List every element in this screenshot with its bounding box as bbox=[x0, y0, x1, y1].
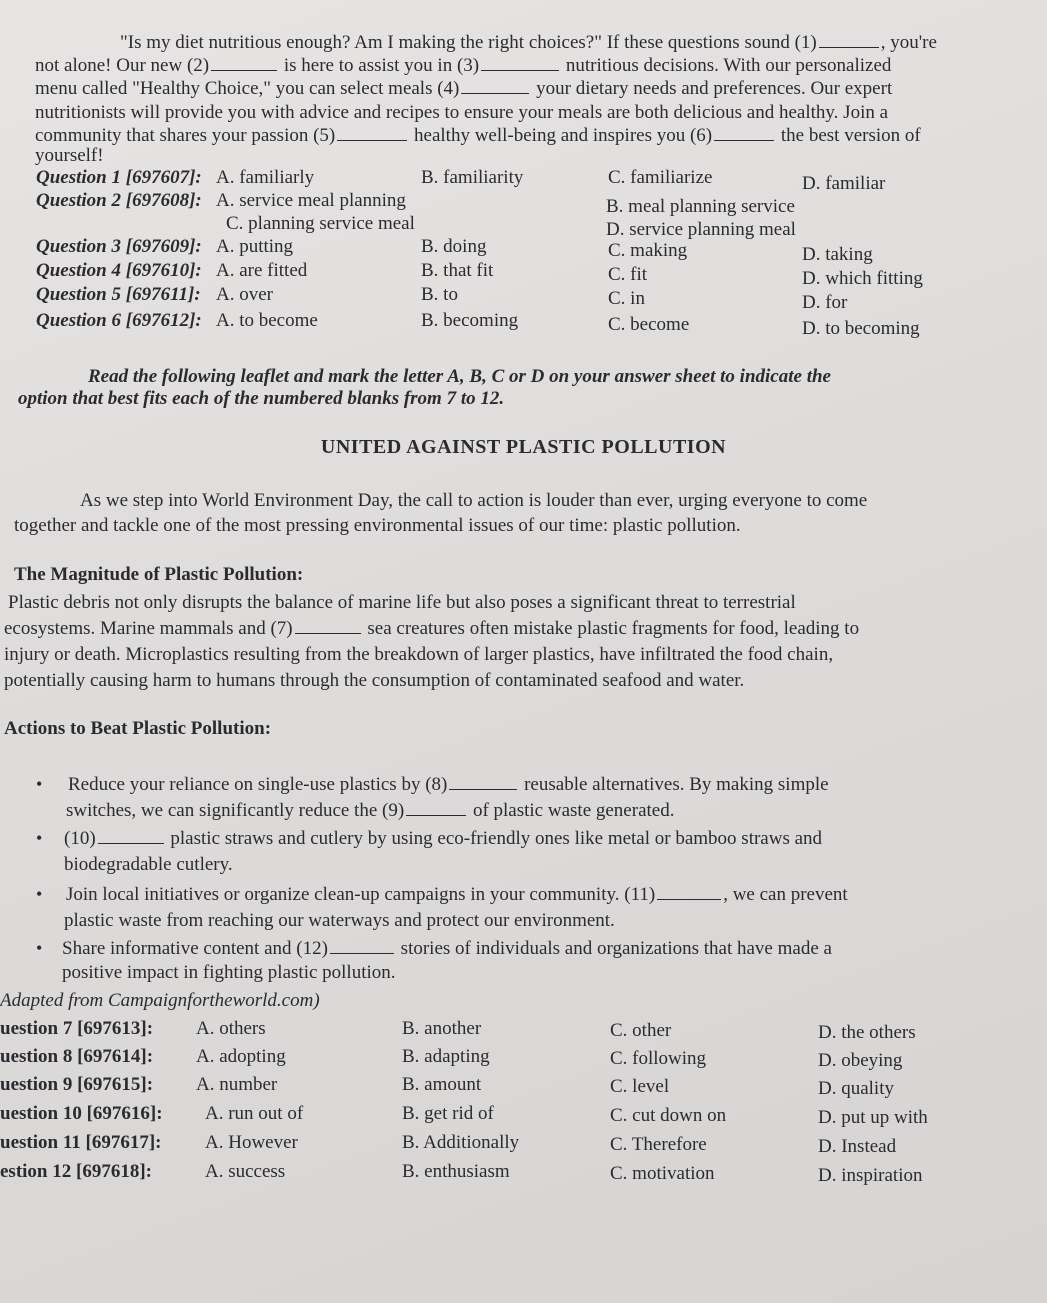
question-label: Question 5 [697611]: bbox=[36, 284, 201, 305]
bullet-text: reusable alternatives. By making simple bbox=[524, 774, 829, 795]
question-row bbox=[36, 236, 1036, 265]
question-row bbox=[36, 260, 1036, 289]
option-a: A. number bbox=[196, 1074, 278, 1095]
option-b: B. meal planning service bbox=[606, 196, 795, 217]
question-row bbox=[36, 167, 1036, 194]
option-d: D. obeying bbox=[818, 1050, 903, 1071]
option-a: A. putting bbox=[216, 236, 294, 257]
bullet-line bbox=[66, 800, 674, 822]
blank-1 bbox=[819, 33, 879, 48]
leaflet-intro-line-1: As we step into World Environment Day, the call to action is louder than ever, urging everyone to come bbox=[80, 490, 868, 511]
option-d: D. inspiration bbox=[818, 1165, 923, 1186]
bullet-text: Reduce your reliance on single-use plastics by (8) bbox=[68, 774, 448, 795]
question-row bbox=[0, 1103, 1040, 1128]
blank-3 bbox=[481, 56, 559, 71]
option-d: D. the others bbox=[818, 1022, 916, 1043]
option-c: C. familiarize bbox=[608, 167, 713, 188]
question-row bbox=[0, 1046, 1040, 1071]
option-b: B. Additionally bbox=[402, 1132, 520, 1153]
option-d: D. to becoming bbox=[802, 318, 920, 339]
question-label: uestion 7 [697613]: bbox=[0, 1018, 154, 1039]
option-c: C. other bbox=[610, 1020, 672, 1041]
option-c: C. fit bbox=[608, 264, 648, 285]
option-c: C. following bbox=[610, 1048, 707, 1069]
option-c: C. making bbox=[608, 240, 688, 261]
blank-12 bbox=[330, 939, 394, 954]
instruction-line-2: option that best fits each of the numbered blanks from 7 to 12. bbox=[18, 388, 505, 409]
option-d: D. taking bbox=[802, 244, 873, 265]
option-a: A. others bbox=[196, 1018, 266, 1039]
option-c: C. become bbox=[608, 314, 690, 335]
bullet-line bbox=[66, 884, 848, 906]
blank-8 bbox=[449, 775, 517, 790]
option-a: A. over bbox=[216, 284, 273, 305]
passage1-line-3 bbox=[35, 78, 892, 100]
option-d: D. which fitting bbox=[802, 268, 923, 289]
section-heading-actions: Actions to Beat Plastic Pollution: bbox=[4, 718, 272, 739]
bullet-line: plastic waste from reaching our waterways and protect our environment. bbox=[64, 910, 615, 931]
blank-7 bbox=[295, 619, 361, 634]
option-b: B. that fit bbox=[421, 260, 494, 281]
question-row bbox=[0, 1161, 1040, 1186]
passage1-line-1 bbox=[120, 32, 937, 54]
passage1-text: "Is my diet nutritious enough? Am I making the right choices?" If these questions sound (1) bbox=[120, 32, 817, 53]
paragraph-line: Plastic debris not only disrupts the balance of marine life but also poses a significant threat to terrestrial bbox=[8, 592, 796, 613]
bullet-text: , we can prevent bbox=[723, 884, 848, 905]
passage1-text: is here to assist you in (3) bbox=[283, 55, 480, 76]
option-b: B. becoming bbox=[421, 310, 519, 331]
option-b: B. familiarity bbox=[421, 167, 524, 188]
question-label: Question 2 [697608]: bbox=[36, 190, 202, 211]
passage1-text: healthy well-being and inspires you (6) bbox=[414, 125, 713, 146]
option-b: B. doing bbox=[421, 236, 487, 257]
question-label: estion 12 [697618]: bbox=[0, 1161, 152, 1182]
blank-6 bbox=[714, 126, 774, 141]
passage1-text: your dietary needs and preferences. Our expert bbox=[536, 78, 893, 99]
passage1-text: the best version of bbox=[780, 125, 921, 146]
option-d: D. Instead bbox=[818, 1136, 897, 1157]
bullet-icon: • bbox=[36, 828, 43, 848]
option-a: A. run out of bbox=[205, 1103, 304, 1124]
bullet-icon: • bbox=[36, 774, 43, 794]
bullet-text: of plastic waste generated. bbox=[472, 800, 675, 821]
blank-4 bbox=[461, 79, 529, 94]
paragraph-line bbox=[4, 618, 859, 640]
bullet-text: (10) bbox=[64, 828, 96, 849]
option-b: B. adapting bbox=[402, 1046, 490, 1067]
paragraph-line: potentially causing harm to humans through the consumption of contaminated seafood and water. bbox=[4, 670, 745, 691]
option-c: C. cut down on bbox=[610, 1105, 727, 1126]
passage1-text: nutritionists will provide you with advice and recipes to ensure your meals are both delicious and healthy. Join a bbox=[35, 102, 889, 123]
question-label: Question 6 [697612]: bbox=[36, 310, 202, 331]
passage1-line-6 bbox=[35, 145, 104, 167]
paragraph-text: ecosystems. Marine mammals and (7) bbox=[4, 618, 293, 639]
option-c: C. level bbox=[610, 1076, 670, 1097]
section-heading-magnitude: The Magnitude of Plastic Pollution: bbox=[14, 564, 304, 585]
option-a: A. to become bbox=[216, 310, 318, 331]
question-label: Question 3 [697609]: bbox=[36, 236, 202, 257]
option-b: B. another bbox=[402, 1018, 482, 1039]
option-a: A. are fitted bbox=[216, 260, 308, 281]
option-a: A. service meal planning bbox=[216, 190, 406, 211]
bullet-text: Join local initiatives or organize clean-up campaigns in your community. (11) bbox=[66, 884, 656, 905]
question-label: uestion 11 [697617]: bbox=[0, 1132, 162, 1153]
question-label: uestion 9 [697615]: bbox=[0, 1074, 154, 1095]
source-citation: Adapted from Campaignfortheworld.com) bbox=[0, 990, 320, 1011]
passage1-line-5 bbox=[35, 125, 921, 147]
question-row bbox=[0, 1018, 1040, 1043]
blank-2 bbox=[211, 56, 277, 71]
question-label: Question 1 [697607]: bbox=[36, 167, 202, 188]
blank-10 bbox=[98, 829, 164, 844]
bullet-text: stories of individuals and organizations that have made a bbox=[400, 938, 832, 959]
leaflet-intro-line-2: together and tackle one of the most pressing environmental issues of our time: plastic pollution. bbox=[14, 515, 741, 536]
option-b: B. amount bbox=[402, 1074, 482, 1095]
question-row bbox=[36, 284, 1036, 313]
question-row bbox=[0, 1074, 1040, 1099]
passage1-line-2 bbox=[35, 55, 891, 77]
option-a: A. success bbox=[205, 1161, 286, 1182]
question-row bbox=[36, 190, 1036, 217]
option-c: C. Therefore bbox=[610, 1134, 707, 1155]
passage1-text: nutritious decisions. With our personalized bbox=[565, 55, 892, 76]
option-d: D. for bbox=[802, 292, 848, 313]
option-d: D. quality bbox=[818, 1078, 894, 1099]
bullet-line bbox=[68, 774, 829, 796]
option-a: A. adopting bbox=[196, 1046, 286, 1067]
bullet-line bbox=[62, 938, 832, 960]
bullet-text: switches, we can significantly reduce the (9) bbox=[66, 800, 405, 821]
passage1-text: menu called "Healthy Choice," you can select meals (4) bbox=[35, 78, 460, 99]
bullet-text: Share informative content and (12) bbox=[62, 938, 328, 959]
bullet-text: plastic straws and cutlery by using eco-friendly ones like metal or bamboo straws and bbox=[170, 828, 823, 849]
question-label: uestion 8 [697614]: bbox=[0, 1046, 154, 1067]
blank-5 bbox=[337, 126, 407, 141]
option-a: A. However bbox=[205, 1132, 298, 1153]
instruction-line-1: Read the following leaflet and mark the letter A, B, C or D on your answer sheet to indicate the bbox=[88, 366, 831, 387]
leaflet-title: UNITED AGAINST PLASTIC POLLUTION bbox=[320, 436, 727, 458]
passage1-text: not alone! Our new (2) bbox=[35, 55, 210, 76]
passage1-line-4 bbox=[35, 102, 888, 124]
option-a: A. familiarly bbox=[216, 167, 315, 188]
bullet-line: positive impact in fighting plastic pollution. bbox=[62, 962, 396, 983]
paragraph-text: sea creatures often mistake plastic fragments for food, leading to bbox=[367, 618, 860, 639]
option-b: B. to bbox=[421, 284, 458, 305]
bullet-icon: • bbox=[36, 938, 43, 958]
option-c: C. planning service meal bbox=[226, 213, 415, 234]
option-d: D. service planning meal bbox=[606, 219, 796, 240]
option-c: C. in bbox=[608, 288, 645, 309]
option-b: B. get rid of bbox=[402, 1103, 494, 1124]
option-b: B. enthusiasm bbox=[402, 1161, 510, 1182]
question-row bbox=[0, 1132, 1040, 1157]
passage1-text: community that shares your passion (5) bbox=[35, 125, 336, 146]
option-c: C. motivation bbox=[610, 1163, 715, 1184]
blank-11 bbox=[657, 885, 721, 900]
bullet-line bbox=[64, 828, 822, 850]
question-label: uestion 10 [697616]: bbox=[0, 1103, 163, 1124]
question-label: Question 4 [697610]: bbox=[36, 260, 202, 281]
option-d: D. put up with bbox=[818, 1107, 928, 1128]
question-row bbox=[36, 310, 1036, 339]
blank-9 bbox=[406, 801, 466, 816]
option-d: D. familiar bbox=[802, 173, 886, 194]
bullet-icon: • bbox=[36, 884, 43, 904]
passage1-text: yourself! bbox=[35, 145, 104, 166]
passage1-text: , you're bbox=[880, 32, 937, 53]
paragraph-line: injury or death. Microplastics resulting from the breakdown of larger plastics, have infiltrated the food chain, bbox=[4, 644, 834, 665]
bullet-line: biodegradable cutlery. bbox=[64, 854, 233, 875]
